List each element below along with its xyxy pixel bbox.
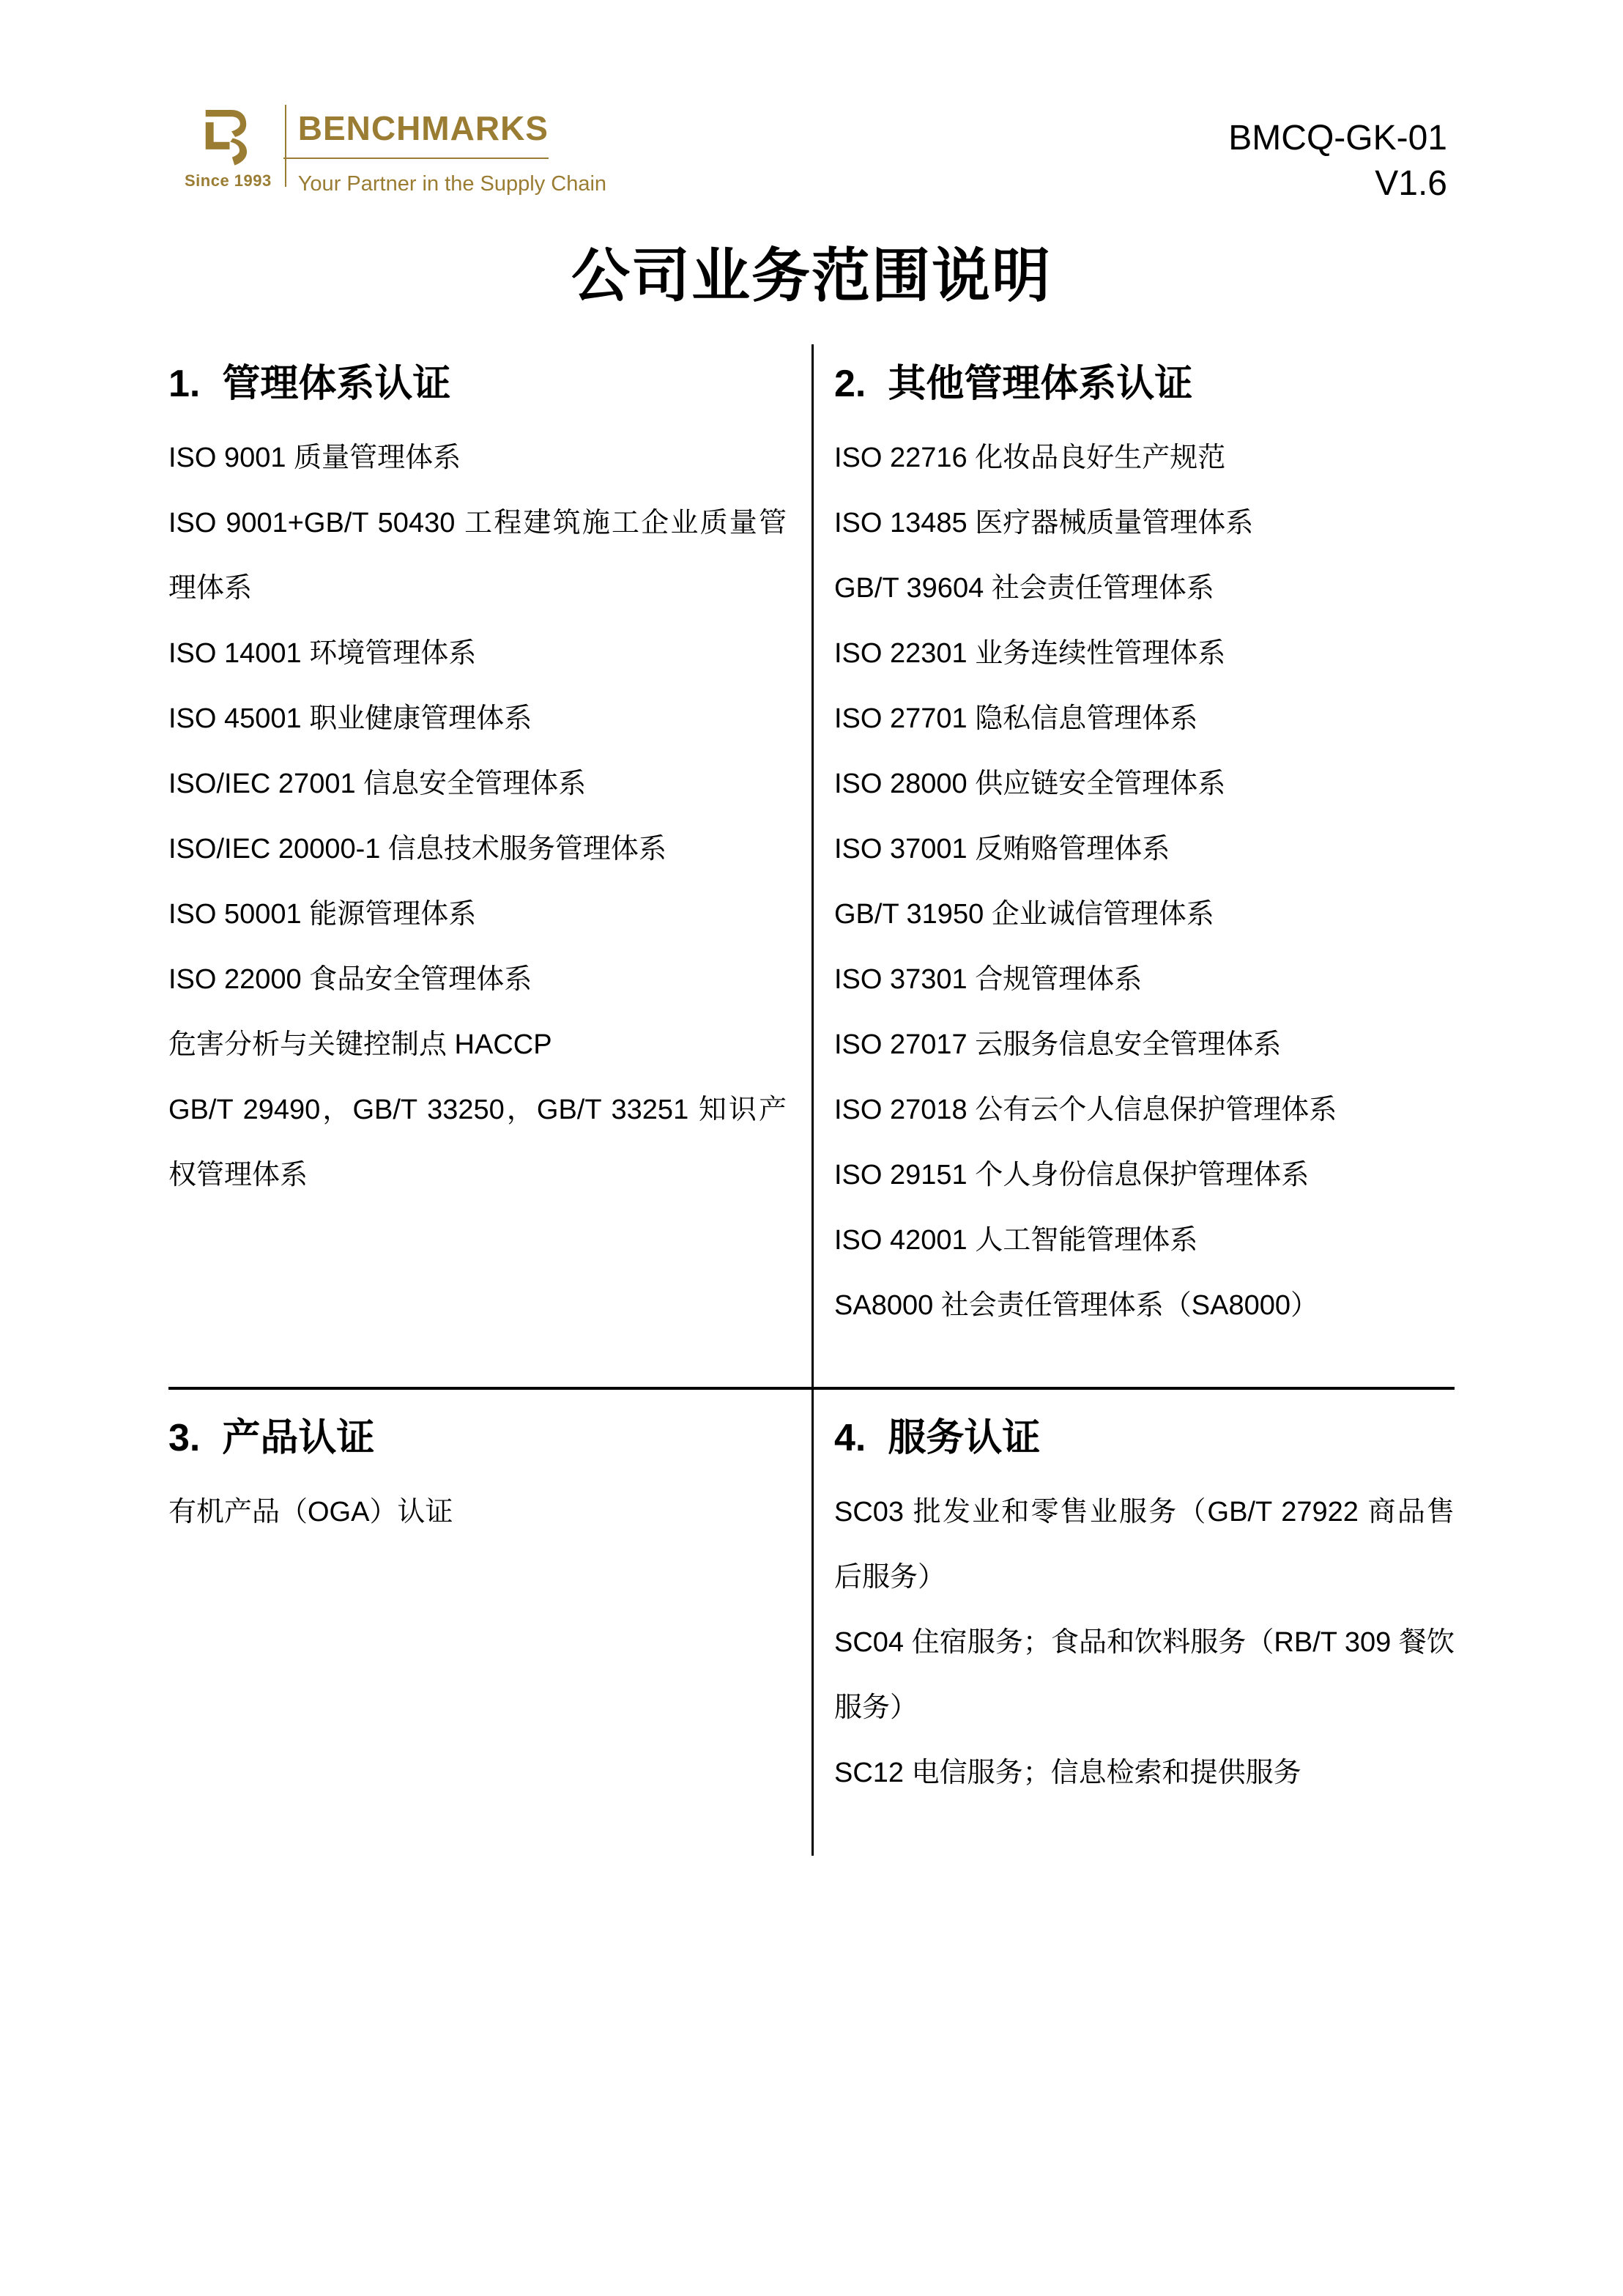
section-number: 3. [168, 1417, 201, 1459]
certification-item: 有机产品（OGA）认证 [168, 1497, 453, 1527]
certification-item: ISO 22716 化妆品良好生产规范 [834, 442, 1226, 473]
certification-item: ISO 45001 职业健康管理体系 [168, 703, 532, 734]
section-heading [168, 360, 787, 408]
brand-name: BENCHMARKS [297, 109, 549, 147]
document-id-block [1228, 116, 1447, 207]
section-management-systems [168, 344, 812, 1387]
benchmarks-b-monogram-icon [201, 105, 255, 169]
certification-item: ISO 13485 医疗器械质量管理体系 [834, 508, 1254, 538]
certification-item: SA8000 社会责任管理体系（SA8000） [834, 1290, 1319, 1321]
certification-item: GB/T 29490，GB/T 33250，GB/T 33251 知识产权管理体系 [168, 1095, 787, 1190]
certification-item: GB/T 39604 社会责任管理体系 [834, 573, 1214, 604]
certification-item: SC03 批发业和零售业服务（GB/T 27922 商品售后服务） [834, 1497, 1455, 1593]
section-number: 2. [834, 363, 866, 405]
certification-item: ISO 37301 合规管理体系 [834, 964, 1143, 995]
section-number: 4. [834, 1417, 866, 1459]
certification-item: SC04 住宿服务；食品和饮料服务（RB/T 309 餐饮服务） [834, 1627, 1455, 1723]
certification-item: ISO 42001 人工智能管理体系 [834, 1225, 1198, 1256]
certification-item: ISO 27018 公有云个人信息保护管理体系 [834, 1095, 1337, 1125]
section-other-management-systems [812, 344, 1455, 1387]
logo-separator-line [285, 105, 286, 187]
company-logo [185, 105, 606, 196]
certification-item: ISO 27701 隐私信息管理体系 [834, 703, 1198, 734]
certification-item: ISO 14001 环境管理体系 [168, 638, 477, 669]
certification-item: 危害分析与关键控制点 HACCP [168, 1029, 552, 1060]
section-heading-text: 服务认证 [888, 1417, 1041, 1459]
certification-item: ISO 9001 质量管理体系 [168, 442, 461, 473]
certification-item: ISO 27017 云服务信息安全管理体系 [834, 1029, 1282, 1060]
certification-item: ISO/IEC 20000-1 信息技术服务管理体系 [168, 834, 666, 864]
section-heading [834, 360, 1455, 408]
certification-item: ISO 28000 供应链安全管理体系 [834, 769, 1226, 799]
section-service-certification [812, 1387, 1455, 1856]
section-heading-text: 产品认证 [222, 1417, 375, 1459]
section-heading-text: 其他管理体系认证 [888, 363, 1193, 405]
certification-item: ISO 22000 食品安全管理体系 [168, 964, 532, 995]
logo-text-column [298, 105, 606, 196]
certification-list [834, 426, 1455, 1338]
certification-list [834, 1480, 1455, 1806]
logo-rule-line [283, 158, 549, 159]
since-label: Since 1993 [185, 171, 272, 190]
certification-item: ISO 22301 业务连续性管理体系 [834, 638, 1226, 669]
sections-area [168, 344, 1455, 1856]
certification-item: GB/T 31950 企业诚信管理体系 [834, 899, 1214, 930]
sections-grid [168, 344, 1455, 1856]
certification-list [168, 426, 787, 1208]
doc-code: BMCQ-GK-01 [1228, 119, 1447, 158]
certification-item: ISO 50001 能源管理体系 [168, 899, 477, 930]
section-number: 1. [168, 363, 201, 405]
certification-list [168, 1480, 787, 1545]
page-title: 公司业务范围说明 [571, 243, 1052, 308]
certification-item: SC12 电信服务；信息检索和提供服务 [834, 1758, 1301, 1788]
certification-item: ISO 9001+GB/T 50430 工程建筑施工企业质量管理体系 [168, 508, 787, 604]
certification-item: ISO 29151 个人身份信息保护管理体系 [834, 1160, 1310, 1190]
logo-mark-column [185, 105, 272, 190]
section-heading-text: 管理体系认证 [222, 363, 451, 405]
section-heading [834, 1415, 1455, 1462]
section-product-certification [168, 1387, 812, 1856]
logo-tagline: Your Partner in the Supply Chain [297, 172, 607, 196]
certification-item: ISO/IEC 27001 信息安全管理体系 [168, 769, 587, 799]
certification-item: ISO 37001 反贿赂管理体系 [834, 834, 1170, 864]
section-heading [168, 1415, 787, 1462]
doc-version: V1.6 [1375, 164, 1447, 203]
